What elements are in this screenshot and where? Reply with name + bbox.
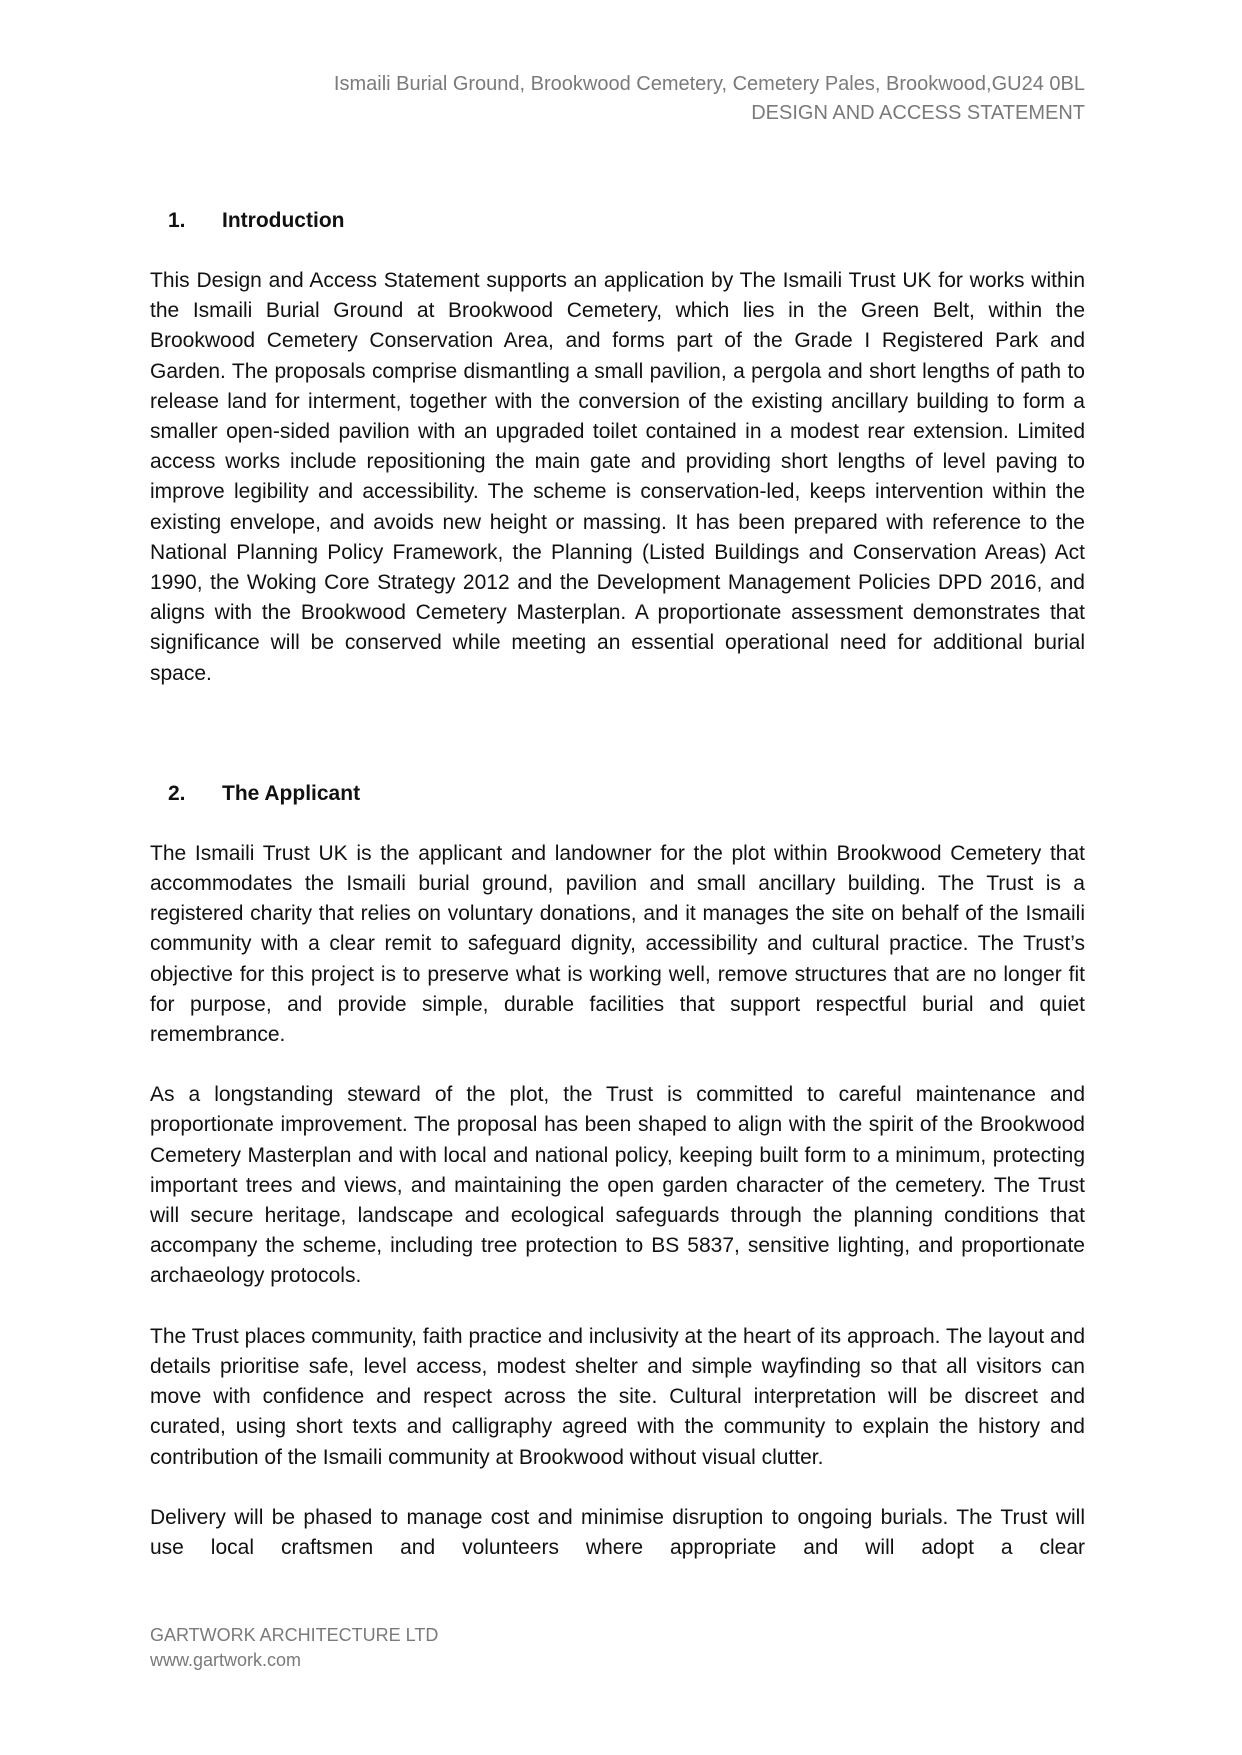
paragraph: This Design and Access Statement supports an application by The Ismaili Trust UK for works within the Ismaili Burial Ground at Brookwood Cemetery, which lies in the Green Belt, within the Brookwood Cemetery Conservation Area, and forms part of the Grade I Registered Park and Garden. The proposals comprise dismantling a small pavilion, a pergola and short lengths of path to release land for interment, together with the conversion of the existing ancillary building to form a smaller open-sided pavilion with an upgraded toilet contained in a modest rear extension. Limited access works include repositioning the main gate and providing short lengths of level paving to improve legibility and accessibility. The scheme is conservation-led, keeps intervention within the existing envelope, and avoids new height or massing. It has been prepared with reference to the National Planning Policy Framework, the Planning (Listed Buildings and Conservation Areas) Act 1990, the Woking Core Strategy 2012 and the Development Management Policies DPD 2016, and aligns with the Brookwood Cemetery Masterplan. A proportionate assessment demonstrates that significance will be conserved while meeting an essential operational need for additional burial space. — [150, 269, 1085, 685]
section-title: Introduction — [222, 209, 345, 232]
footer-website-link[interactable]: www.gartwork.com — [150, 1650, 302, 1670]
section-number: 2. — [168, 781, 186, 805]
paragraph: Delivery will be phased to manage cost and minimise disruption to ongoing burials. The Trust will use local craftsmen and volunteers where appropriate and will adopt a clear — [150, 1505, 1085, 1559]
paragraph: As a longstanding steward of the plot, the Trust is committed to careful maintenance and proportionate improvement. The proposal has been shaped to align with the spirit of the Brookwood Cemetery Masterplan and with local and national policy, keeping built form to a minimum, protecting important trees and views, and maintaining the open garden character of the cemetery. The Trust will secure heritage, landscape and ecological safeguards through the planning conditions that accompany the scheme, including tree protection to BS 5837, sensitive lighting, and proportionate archaeology protocols. — [150, 1083, 1085, 1288]
footer-company: GARTWORK ARCHITECTURE LTD — [150, 1625, 439, 1645]
section-title: The Applicant — [222, 781, 361, 805]
page-footer — [150, 1623, 438, 1673]
section-heading-applicant — [150, 779, 1085, 809]
section-spacer — [150, 719, 1085, 779]
header-doc-title: DESIGN AND ACCESS STATEMENT — [751, 102, 1085, 124]
document-body — [150, 206, 1085, 1593]
section-number: 1. — [168, 209, 186, 232]
paragraph: The Ismaili Trust UK is the applicant and landowner for the plot within Brookwood Cemetery that accommodates the Ismaili burial ground, pavilion and small ancillary building. The Trust is a registered charity that relies on voluntary donations, and it manages the site on behalf of the Ismaili community with a clear remit to safeguard dignity, accessibility and cultural practice. The Trust’s objective for this project is to preserve what is working well, remove structures that are no longer fit for purpose, and provide simple, durable facilities that support respectful burial and quiet remembrance. — [150, 841, 1085, 1047]
paragraph: The Trust places community, faith practice and inclusivity at the heart of its approach. The layout and details prioritise safe, level access, modest shelter and simple wayfinding so that all visitors can move with confidence and respect across the site. Cultural interpretation will be discreet and curated, using short texts and calligraphy agreed with the community to explain the history and contribution of the Ismaili community at Brookwood without visual clutter. — [150, 1324, 1085, 1469]
page-header — [334, 70, 1085, 128]
header-address: Ismaili Burial Ground, Brookwood Cemetery, Cemetery Pales, Brookwood,GU24 0BL — [333, 73, 1085, 95]
section-heading-introduction — [150, 206, 1085, 236]
